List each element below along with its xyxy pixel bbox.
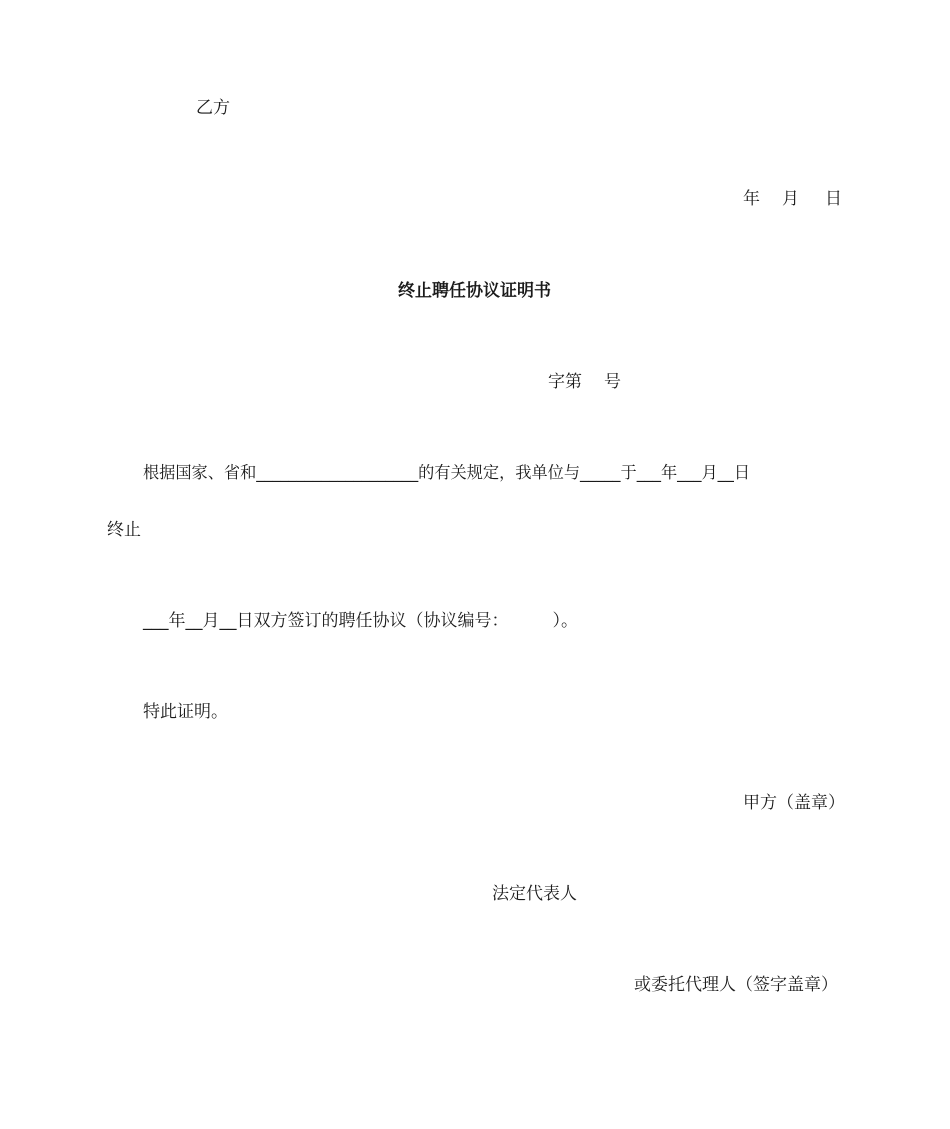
date-day: 日	[825, 189, 842, 209]
paragraph-3: 特此证明。	[143, 702, 228, 722]
paragraph-1-line-1: 根据国家、省和____________________的有关规定，我单位与_____于___年___月__日	[143, 463, 751, 482]
date-line	[743, 187, 842, 211]
paragraph-1-line-2: 终止	[107, 520, 141, 540]
party-b-label: 乙方	[196, 98, 230, 118]
date-month: 月	[782, 189, 799, 209]
ref-zi: 字第	[548, 372, 582, 392]
document-title: 终止聘任协议证明书	[398, 281, 551, 301]
party-a-seal: 甲方（盖章）	[743, 793, 845, 813]
paragraph-2-end: ）。	[552, 611, 578, 631]
paragraph-2-text: ___年__月__日双方签订的聘任协议（协议编号：	[143, 611, 509, 631]
ref-hao: 号	[604, 372, 621, 392]
date-year: 年	[743, 189, 760, 209]
authorized-agent: 或委托代理人（签字盖章）	[634, 975, 838, 995]
legal-representative: 法定代表人	[492, 884, 577, 904]
paragraph-2	[143, 609, 578, 633]
reference-number	[548, 370, 621, 394]
